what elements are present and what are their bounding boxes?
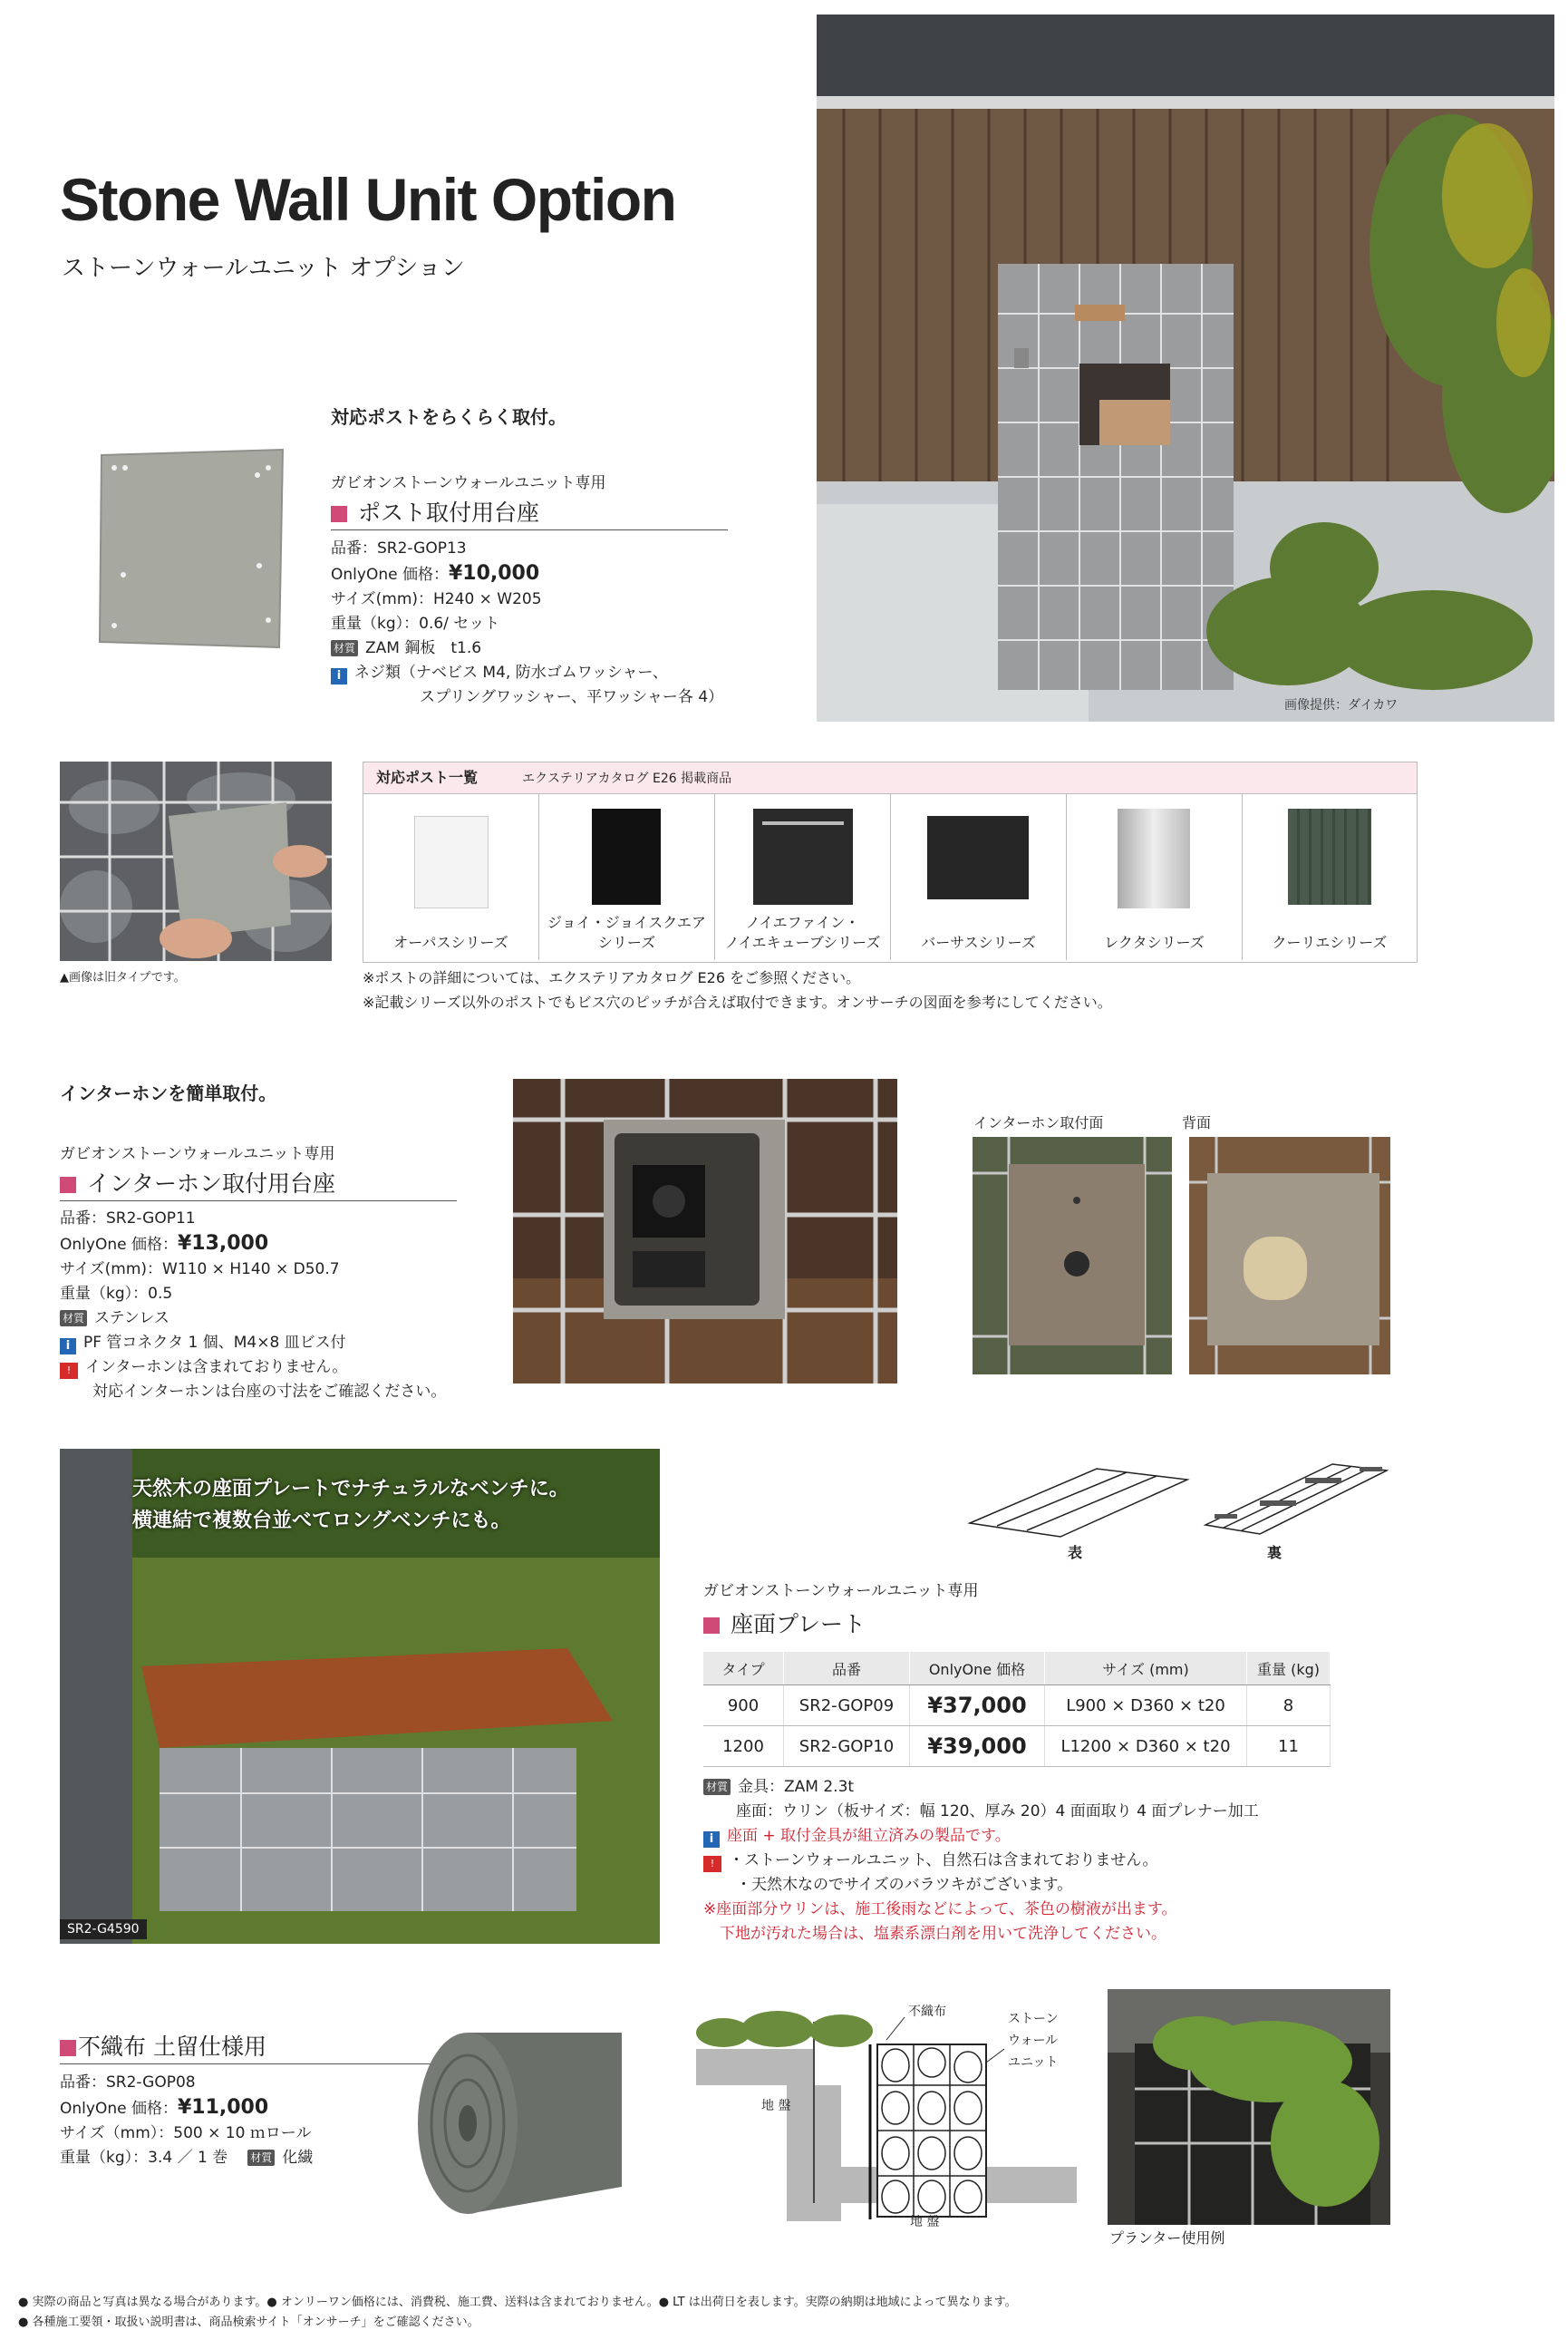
- planter-photo: [1108, 1989, 1390, 2225]
- fabric-weight: 重量（kg）：3.4 ／ 1 巻: [60, 2149, 228, 2167]
- table-header: サイズ (mm): [1045, 1652, 1247, 1685]
- post-item-label: レクタシリーズ: [1104, 934, 1205, 951]
- intercom-weight: 重量（kg）：0.5: [60, 1285, 173, 1303]
- diagram-unit-label-3: ユニット: [1008, 2055, 1059, 2070]
- intercom-photo: [513, 1079, 897, 1383]
- diagram-ground-label-2: 地 盤: [910, 2215, 940, 2229]
- post-list-catalog: エクステリアカタログ E26 掲載商品: [522, 772, 732, 786]
- table-row: [703, 1726, 1331, 1767]
- intercom-material-row: [60, 1306, 495, 1331]
- seat-info-row: [703, 1824, 1392, 1849]
- intercom-back-label: 背面: [1182, 1114, 1212, 1131]
- seat-info: 座面 + 取付金具が組立済みの製品です。: [727, 1827, 1011, 1845]
- post-item-label: バーサスシリーズ: [921, 934, 1036, 951]
- intercom-material: ステンレス: [94, 1309, 169, 1327]
- intercom-price-row: [60, 1231, 495, 1257]
- mailbox-thumb: [753, 809, 853, 905]
- post-base-info-1: ネジ類（ナベビス M4, 防水ゴムワッシャー、: [354, 664, 668, 682]
- post-base-code: 品番：SR2-GOP13: [331, 539, 467, 558]
- intercom-series-note: ガビオンストーンウォールユニット専用: [60, 1145, 335, 1163]
- heading-marker: [703, 1617, 720, 1634]
- seat-warn-1: ・ストーンウォールユニット、自然石は含まれておりません。: [729, 1851, 1158, 1869]
- post-item: [539, 794, 715, 960]
- intercom-warn-1: インターホンは含まれておりません。: [85, 1358, 348, 1376]
- post-list: [363, 762, 1418, 963]
- intercom-code: 品番：SR2-GOP11: [60, 1209, 196, 1228]
- diagram-unit-label: [1008, 2008, 1059, 2073]
- table-header-row: [703, 1652, 1331, 1685]
- info-icon: i: [331, 668, 347, 684]
- page-title: Stone Wall Unit Option: [60, 166, 676, 233]
- intercom-warn-row: [60, 1355, 495, 1380]
- row-weight: 8: [1247, 1685, 1331, 1726]
- intercom-info: PF 管コネクタ 1 個、M4×8 皿ビス付: [83, 1334, 346, 1352]
- post-base-name: ポスト取付用台座: [358, 500, 540, 526]
- row-price: ¥39,000: [910, 1726, 1045, 1767]
- post-base-material-row: [331, 636, 748, 661]
- row-price: ¥37,000: [910, 1685, 1045, 1726]
- post-base-series-note: ガビオンストーンウォールユニット専用: [331, 474, 606, 492]
- seat-back-label: 裏: [1267, 1544, 1282, 1561]
- fabric-code: 品番：SR2-GOP08: [60, 2073, 196, 2092]
- heading-marker: [331, 506, 347, 522]
- post-item-label: クーリエシリーズ: [1272, 934, 1388, 951]
- intercom-front-label: インターホン取付面: [973, 1114, 1104, 1131]
- post-list-header: 対応ポスト一覧: [376, 769, 479, 786]
- mailbox-thumb: [1118, 809, 1190, 908]
- table-header: OnlyOne 価格: [910, 1652, 1045, 1685]
- post-base-tagline: 対応ポストをらくらく取付。: [331, 406, 566, 428]
- fabric-name: 不織布 土留仕様用: [78, 2034, 266, 2060]
- intercom-name: インターホン取付用台座: [87, 1170, 336, 1197]
- price-label: OnlyOne 価格：: [60, 2100, 178, 2118]
- fabric-roll-photo: [413, 2005, 647, 2232]
- fabric-material: 化繊: [282, 2149, 314, 2167]
- post-item: [891, 794, 1067, 960]
- info-icon: i: [60, 1338, 76, 1354]
- photo-credit: 画像提供：ダイカワ: [1284, 698, 1399, 713]
- mailbox-thumb: [927, 816, 1029, 899]
- post-item-label: ジョイ・ジョイスクエア: [547, 914, 706, 931]
- fabric-specs: [60, 2071, 440, 2170]
- intercom-info-row: [60, 1331, 495, 1355]
- seat-series-note: ガビオンストーンウォールユニット専用: [703, 1582, 979, 1600]
- footer-line-2: ● 各種施工要領・取扱い説明書は、商品検索サイト「オンサーチ」をご確認ください。: [18, 2315, 479, 2329]
- post-base-plate-photo: [98, 448, 286, 651]
- post-item: [1067, 794, 1243, 960]
- seat-warn-2: ・天然木なのでサイズのバラツキがございます。: [736, 1876, 1073, 1894]
- intercom-back-photo: [1189, 1137, 1390, 1374]
- intercom-price: ¥13,000: [177, 1232, 269, 1255]
- post-base-info-2: スプリングワッシャー、平ワッシャー各 4）: [420, 688, 724, 706]
- post-base-info-row: [331, 661, 748, 685]
- hero-photo: [817, 15, 1554, 722]
- post-base-heading: [331, 495, 728, 530]
- price-label: OnlyOne 価格：: [331, 566, 449, 584]
- bench-overlay-1: 天然木の座面プレートでナチュラルなベンチに。: [132, 1478, 569, 1500]
- diagram-ground-label-1: 地 盤: [761, 2099, 791, 2113]
- table-header: 品番: [784, 1652, 910, 1685]
- material-tag-icon: 材質: [703, 1779, 731, 1795]
- seat-material-2: 座面：ウリン（板サイズ：幅 120、厚み 20）4 面面取り 4 面プレナー加工: [736, 1802, 1259, 1820]
- row-size: L900 × D360 × t20: [1045, 1685, 1247, 1726]
- mailbox-thumb: [414, 816, 489, 908]
- price-label: OnlyOne 価格：: [60, 1236, 178, 1254]
- seat-specs: [703, 1775, 1392, 1947]
- row-type: 900: [703, 1685, 784, 1726]
- bench-overlay-2: 横連結で複数台並べてロングベンチにも。: [132, 1510, 511, 1532]
- install-photo: [60, 762, 332, 961]
- page-subtitle: ストーンウォールユニット オプション: [62, 255, 465, 282]
- post-list-note-1: ※ポストの詳細については、エクステリアカタログ E26 をご参照ください。: [363, 969, 861, 986]
- row-code: SR2-GOP09: [784, 1685, 910, 1726]
- heading-marker: [60, 2040, 76, 2056]
- table-row: [703, 1685, 1331, 1726]
- material-tag-icon: 材質: [247, 2150, 275, 2166]
- planter-caption: プランター使用例: [1109, 2229, 1225, 2247]
- seat-heading: [703, 1607, 866, 1639]
- seat-name: 座面プレート: [731, 1611, 866, 1637]
- table-header: タイプ: [703, 1652, 784, 1685]
- intercom-warn-2: 対応インターホンは台座の寸法をご確認ください。: [92, 1383, 447, 1401]
- post-item: [715, 794, 891, 960]
- post-list-items: [363, 794, 1417, 960]
- seat-price-table: [703, 1652, 1331, 1767]
- post-item: [363, 794, 539, 960]
- warning-icon: !: [60, 1363, 78, 1379]
- seat-material-row: [703, 1775, 1392, 1800]
- post-base-size: サイズ(mm)：H240 × W205: [331, 590, 542, 608]
- old-type-note: ▲画像は旧タイプです。: [60, 971, 186, 985]
- post-list-header-bar: [363, 762, 1417, 794]
- info-icon: i: [703, 1831, 720, 1848]
- row-size: L1200 × D360 × t20: [1045, 1726, 1247, 1767]
- heading-marker: [60, 1177, 76, 1193]
- material-tag-icon: 材質: [331, 640, 358, 656]
- seat-warn-row: [703, 1849, 1392, 1873]
- post-base-price-row: [331, 561, 748, 587]
- post-item-label-2: ノイエキューブシリーズ: [724, 934, 881, 951]
- diagram-unit-label-1: ストーン: [1008, 2012, 1059, 2026]
- seat-caution-2: 下地が汚れた場合は、塩素系漂白剤を用いて洗浄してください。: [720, 1925, 1166, 1943]
- diagram-fabric-label: 不織布: [908, 2005, 946, 2019]
- intercom-heading: [60, 1166, 457, 1201]
- mailbox-thumb: [1288, 809, 1371, 905]
- row-type: 1200: [703, 1726, 784, 1767]
- post-item-label: オーパスシリーズ: [393, 934, 508, 951]
- intercom-front-photo: [973, 1137, 1172, 1374]
- post-item-label: ノイエファイン・: [745, 914, 860, 931]
- post-item: [1243, 794, 1417, 960]
- post-base-specs: [331, 537, 748, 710]
- intercom-tagline: インターホンを簡単取付。: [60, 1082, 277, 1104]
- table-header: 重量 (kg): [1247, 1652, 1331, 1685]
- warning-icon: !: [703, 1856, 721, 1872]
- mailbox-thumb: [592, 809, 661, 905]
- seat-front-label: 表: [1068, 1544, 1083, 1561]
- material-tag-icon: 材質: [60, 1310, 87, 1326]
- seat-caution-1: ※座面部分ウリンは、施工後雨などによって、茶色の樹液が出ます。: [703, 1900, 1177, 1918]
- intercom-size: サイズ(mm)：W110 × H140 × D50.7: [60, 1260, 340, 1278]
- fabric-size: サイズ（mm）：500 × 10 ｍロール: [60, 2124, 312, 2142]
- fabric-price-row: [60, 2095, 440, 2121]
- fabric-heading: [60, 2029, 457, 2064]
- seat-material-1: 金具：ZAM 2.3t: [738, 1778, 855, 1796]
- fabric-weight-row: [60, 2146, 440, 2170]
- post-item-label-2: シリーズ: [597, 934, 656, 951]
- bench-photo-code: SR2-G4590: [60, 1919, 147, 1939]
- fabric-price: ¥11,000: [177, 2096, 269, 2119]
- seat-plate-drawing: [961, 1423, 1396, 1573]
- footer-line-1: ● 実際の商品と写真は異なる場合があります。● オンリーワン価格には、消費税、施工費、送料は含まれておりません。● LT は出荷日を表します。実際の納期は地域によって異なります。: [18, 2296, 1017, 2309]
- post-base-weight: 重量（kg）：0.6/ セット: [331, 615, 500, 633]
- row-weight: 11: [1247, 1726, 1331, 1767]
- diagram-unit-label-2: ウォール: [1008, 2034, 1059, 2048]
- post-list-note-2: ※記載シリーズ以外のポストでもビス穴のピッチが合えば取付できます。オンサーチの図面を参考にしてください。: [363, 994, 1112, 1011]
- intercom-specs: [60, 1207, 495, 1404]
- row-code: SR2-GOP10: [784, 1726, 910, 1767]
- post-base-price: ¥10,000: [448, 562, 540, 585]
- post-base-material: ZAM 鋼板 t1.6: [365, 639, 482, 657]
